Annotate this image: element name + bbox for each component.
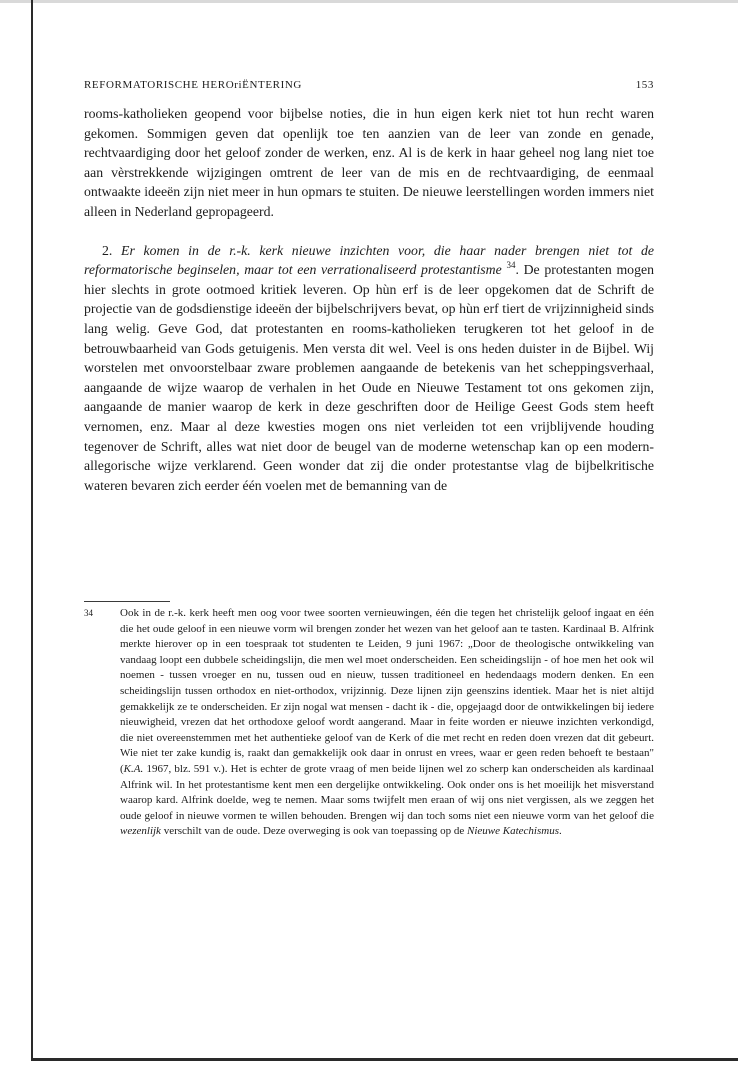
paragraph-2-text: . De protestanten mogen hier slechts in grote ootmoed kritiek leveren. Op hùn erf is de leer opgekomen dat de Schrift de projectie van de godsdienstige ideeën der bijbelschrijvers bevat, op hùn erf tiert de vrijzinnigheid sinds lang welig. Geve God, dat protestanten en rooms-katholieken terugkeren tot het geloof in de betrouwbaarheid van Gods getuigenis. Men versta dit wel. Veel is ons heden duister in de Bijbel. Wij worstelen met onvoorstelbaar zware problemen aangaande de betekenis van het scheppingsverhaal, aangaande de wijze waarop de verhalen in het Oude en Nieuwe Testament tot ons gekomen zijn, aangaande de manier waarop de kerk in deze geschriften door de Heilige Geest Gods stem heeft vernomen, enz. Maar al deze kwesties mogen ons niet verleiden tot een vrijblijvende houding tegenover de Schrift, alles wat niet door de beugel van de moderne wetenschap kan op een modern-allegorische wijze verklarend. Geen wonder dat zij die onder protestantse vlag de bijbelkritische wateren bevaren zich eerder één voelen met de bemanning van de — [84, 262, 654, 493]
footnote-text-part-d: . — [559, 825, 562, 838]
paragraph-2-italic-heading: Er komen in de r.-k. kerk nieuwe inzichten voor, die haar nader brengen niet tot de reformatorische beginselen, maar tot een verrationaliseerd protestantisme — [84, 242, 654, 278]
body-text — [84, 104, 654, 495]
scan-edge-top — [0, 0, 738, 3]
scan-edge-left — [31, 0, 33, 1060]
footnote-text-part-b: 1967, blz. 591 v.). Het is echter de grote vraag of men beide lijnen wel zo scherp kan onderscheiden als kardinaal Alfrink wil. In het protestantisme kent men een dergelijke ontwikkeling. Ook onder ons is het moeilijk het misverstand waarop kard. Alfrink doelde, weg te nemen. Maar soms twijfelt men eraan of wij ons niet vergissen, als we zeggen het oude geloof in nieuwe vormen te willen behouden. Brengen wij dan toch soms niet een nieuwe vorm van het geloof die — [120, 762, 654, 822]
footnote-text — [120, 606, 654, 840]
page-number: 153 — [635, 79, 654, 91]
footnote-text-part-c: verschilt van de oude. Deze overweging is ook van toepassing op de — [160, 825, 468, 838]
paragraph-2-number: 2. — [102, 242, 113, 258]
footnote-title-catechismus: Nieuwe Katechismus — [467, 825, 559, 838]
scan-edge-bottom — [31, 1058, 738, 1061]
footnote-rule — [84, 601, 170, 602]
paragraph-1: rooms-katholieken geopend voor bijbelse noties, die in hun eigen kerk niet tot hun recht waren gekomen. Sommigen geven dat openlijk toe ten aanzien van de leer van zonde en genade, rechtvaardiging door het geloof zonder de werken, enz. Al is de kerk in haar geheel nog lang niet toe aan vèrstrekkende wijzigingen omtrent de leer van de mis en de rechtvaardiging, de eenmaal ontwaakte ideeën zijn niet meer in hun opmars te stuiten. De nieuwe leerstellingen worden immers niet alleen in Nederland gepropageerd. — [84, 106, 654, 219]
footnote-emphasis-wezenlijk: wezenlijk — [120, 825, 161, 838]
footnote-34 — [84, 606, 654, 840]
footnote-source-ka: K.A. — [123, 762, 144, 775]
running-header — [84, 76, 654, 96]
running-title: REFORMATORISCHE HEROriËNTERING — [84, 79, 302, 91]
paragraph-2 — [84, 241, 654, 496]
footnote-text-part-a: Ook in de r.-k. kerk heeft men oog voor twee soorten vernieuwingen, één die tegen het christelijk geloof ingaat en één die het oude geloof in een nieuwe vorm wil brengen zonder het wezen van het geloof aan te tasten. Kardinaal B. Alfrink merkte hierover op in een toespraak tot studenten te Leiden, 9 juni 1967: „Door de theologische ontwikkeling van vandaag loopt een dubbele scheidingslijn, die men wel moet onderscheiden. Een scheidingslijn - of hoe men het ook wil noemen - tussen vroeger en nu, tussen oud en nieuw, tussen traditioneel en hedendaags modern denken. En een scheidingslijn tussen orthodox en niet-orthodox, vrijzinnig. Deze lijnen zijn geenszins identiek. Maar het is niet altijd gemakkelijk ze te onderscheiden. Er zijn nogal wat mensen - dacht ik - die, opgejaagd door de ontwikkelingen bij iedere nieuwigheid, vrezen dat het orthodoxe geloof wordt aangerand. Maar in feite worden er nieuwe inzichten verkondigd, die niet overeenstemmen met het authentieke geloof van de Kerk of die met recht en reden doen vrezen dat dit gebeurt. Wie niet ter zake kundig is, raakt dan gemakkelijk ook daar in onrust en vrees, waar er geen reden behoeft te bestaan" ( — [120, 607, 654, 775]
footnote-reference: 34 — [506, 259, 516, 270]
footnote-number: 34 — [84, 608, 93, 618]
